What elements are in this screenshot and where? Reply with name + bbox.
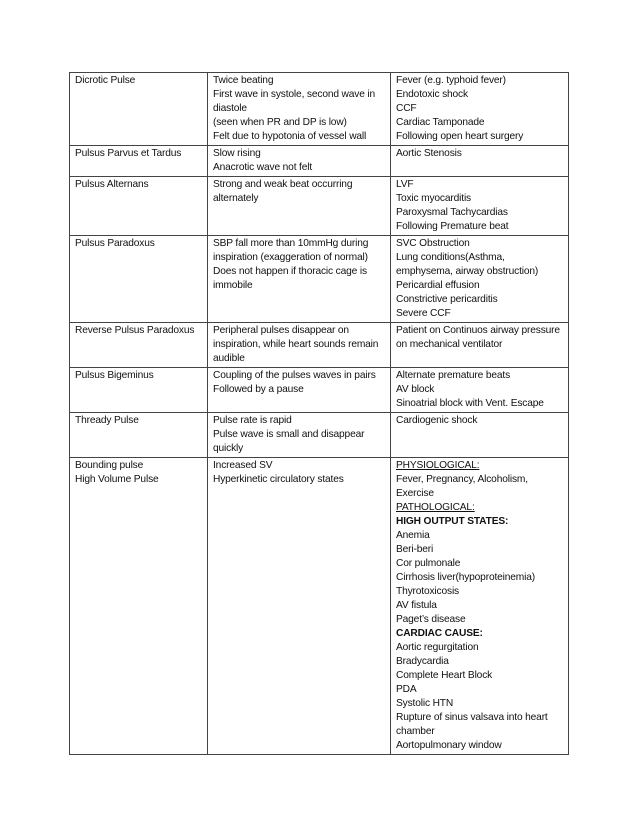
causes-cell	[391, 413, 569, 458]
cause-text: PDA	[396, 684, 417, 695]
causes-cell	[391, 323, 569, 368]
causes-cell	[391, 368, 569, 413]
pulse-types-table	[69, 72, 569, 755]
feature-text: SBP fall more than 10mmHg during inspiration (exaggeration of normal)	[213, 238, 369, 263]
pulse-name: Pulsus Alternans	[75, 179, 149, 190]
cause-text: Lung conditions(Asthma, emphysema, airway obstruction)	[396, 252, 539, 277]
causes-cell	[391, 236, 569, 323]
pulse-name-cell	[70, 177, 208, 236]
cause-text: Aortic regurgitation	[396, 642, 479, 653]
cause-text: Sinoatrial block with Vent. Escape	[396, 398, 544, 409]
table-body	[70, 73, 569, 755]
cause-text: AV block	[396, 384, 435, 395]
cause-text: Following Premature beat	[396, 221, 509, 232]
table-row	[70, 177, 569, 236]
cause-text: AV fistula	[396, 600, 437, 611]
features-cell	[208, 236, 391, 323]
feature-text: Peripheral pulses disappear on inspiration, while heart sounds remain audible	[213, 325, 379, 364]
cause-text: SVC Obstruction	[396, 238, 470, 249]
pulse-name-cell	[70, 73, 208, 146]
cause-text: Aortic Stenosis	[396, 148, 462, 159]
cause-subheading: CARDIAC CAUSE:	[396, 628, 483, 639]
feature-text: Pulse wave is small and disappear quickly	[213, 429, 365, 454]
pulse-name: Reverse Pulsus Paradoxus	[75, 325, 195, 336]
cause-text: Cor pulmonale	[396, 558, 461, 569]
pulse-name-cell	[70, 413, 208, 458]
cause-text: Cardiogenic shock	[396, 415, 478, 426]
cause-text: Pericardial effusion	[396, 280, 480, 291]
cause-text: Beri-beri	[396, 544, 434, 555]
feature-text: Hyperkinetic circulatory states	[213, 474, 344, 485]
cause-text: Rupture of sinus valsava into heart chamber	[396, 712, 548, 737]
pulse-name: Pulsus Bigeminus	[75, 370, 154, 381]
pulse-name: Dicrotic Pulse	[75, 75, 136, 86]
feature-text: Does not happen if thoracic cage is immobile	[213, 266, 367, 291]
causes-cell	[391, 458, 569, 755]
cause-text: Fever, Pregnancy, Alcoholism, Exercise	[396, 474, 528, 499]
pulse-name-cell	[70, 146, 208, 177]
feature-text: First wave in systole, second wave in diastole	[213, 89, 376, 114]
features-cell	[208, 458, 391, 755]
cause-text: Systolic HTN	[396, 698, 454, 709]
cause-text: Fever (e.g. typhoid fever)	[396, 75, 506, 86]
features-cell	[208, 73, 391, 146]
table-row	[70, 413, 569, 458]
table-row	[70, 73, 569, 146]
causes-cell	[391, 146, 569, 177]
pulse-name: Pulsus Paradoxus	[75, 238, 155, 249]
feature-text: Strong and weak beat occurring alternately	[213, 179, 353, 204]
cause-text: Aortopulmonary window	[396, 740, 502, 751]
pulse-name: Bounding pulse	[75, 460, 144, 471]
features-cell	[208, 146, 391, 177]
cause-text: Severe CCF	[396, 308, 451, 319]
cause-text: Anemia	[396, 530, 430, 541]
cause-category-heading: PHYSIOLOGICAL:	[396, 460, 480, 471]
pulse-name: Pulsus Parvus et Tardus	[75, 148, 182, 159]
feature-text: Increased SV	[213, 460, 273, 471]
features-cell	[208, 323, 391, 368]
pulse-name-cell	[70, 236, 208, 323]
feature-text: Felt due to hypotonia of vessel wall	[213, 131, 367, 142]
cause-text: CCF	[396, 103, 417, 114]
feature-text: (seen when PR and DP is low)	[213, 117, 347, 128]
table-row	[70, 458, 569, 755]
features-cell	[208, 413, 391, 458]
cause-text: Following open heart surgery	[396, 131, 524, 142]
cause-text: Bradycardia	[396, 656, 449, 667]
pulse-name: High Volume Pulse	[75, 474, 159, 485]
feature-text: Twice beating	[213, 75, 274, 86]
feature-text: Pulse rate is rapid	[213, 415, 292, 426]
feature-text: Anacrotic wave not felt	[213, 162, 313, 173]
table-row	[70, 368, 569, 413]
pulse-name-cell	[70, 458, 208, 755]
cause-text: Toxic myocarditis	[396, 193, 472, 204]
feature-text: Coupling of the pulses waves in pairs	[213, 370, 376, 381]
cause-text: LVF	[396, 179, 414, 190]
cause-text: Cirrhosis liver(hypoproteinemia)	[396, 572, 536, 583]
cause-text: Thyrotoxicosis	[396, 586, 460, 597]
cause-text: Constrictive pericarditis	[396, 294, 498, 305]
cause-text: Endotoxic shock	[396, 89, 468, 100]
pulse-name-cell	[70, 368, 208, 413]
table-row	[70, 146, 569, 177]
table-row	[70, 236, 569, 323]
cause-text: Paroxysmal Tachycardias	[396, 207, 508, 218]
cause-subheading: HIGH OUTPUT STATES:	[396, 516, 509, 527]
feature-text: Slow rising	[213, 148, 261, 159]
cause-text: Alternate premature beats	[396, 370, 511, 381]
cause-category-heading: PATHOLOGICAL:	[396, 502, 475, 513]
pulse-name: Thready Pulse	[75, 415, 139, 426]
cause-text: Patient on Continuos airway pressure on mechanical ventilator	[396, 325, 560, 350]
causes-cell	[391, 73, 569, 146]
causes-cell	[391, 177, 569, 236]
cause-text: Complete Heart Block	[396, 670, 493, 681]
features-cell	[208, 368, 391, 413]
table-row	[70, 323, 569, 368]
cause-text: Cardiac Tamponade	[396, 117, 485, 128]
feature-text: Followed by a pause	[213, 384, 304, 395]
features-cell	[208, 177, 391, 236]
pulse-name-cell	[70, 323, 208, 368]
cause-text: Paget’s disease	[396, 614, 466, 625]
